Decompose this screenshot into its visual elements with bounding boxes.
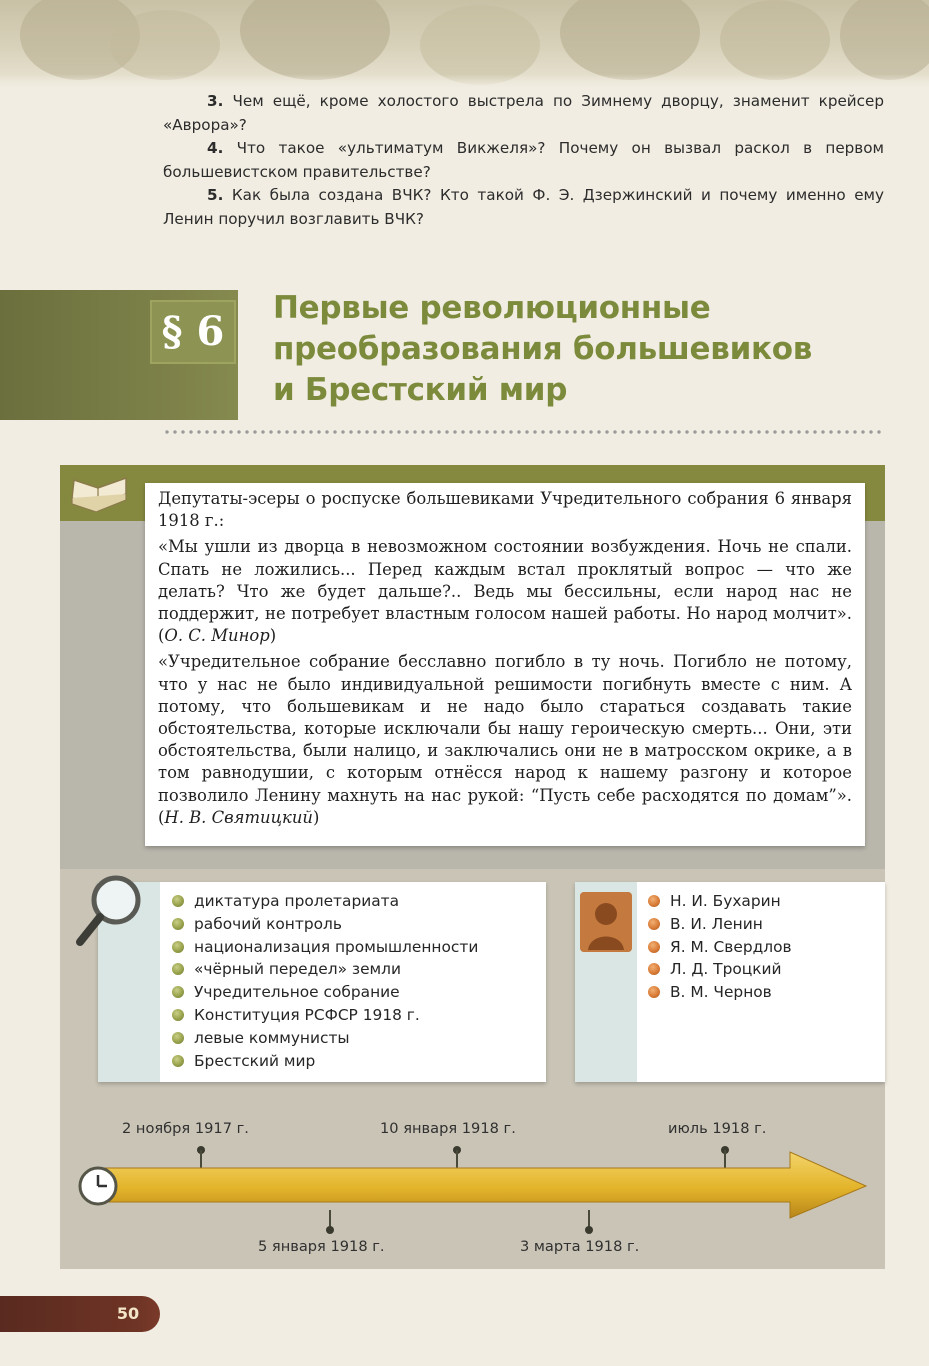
term-item: Брестский мир: [170, 1050, 540, 1073]
term-item: «чёрный передел» земли: [170, 958, 540, 981]
question-5: 5. Как была создана ВЧК? Кто такой Ф. Э. Дзержинский и почему именно ему Ленин поручил возглавить ВЧК?: [163, 186, 884, 228]
term-item: рабочий контроль: [170, 913, 540, 936]
portrait-icon: [580, 892, 632, 952]
bullet-icon: [648, 895, 660, 907]
bullet-icon: [648, 963, 660, 975]
section-number: § 6: [161, 308, 225, 355]
term-item: Конституция РСФСР 1918 г.: [170, 1004, 540, 1027]
question-3: 3. Чем ещё, кроме холостого выстрела по Зимнему дворцу, знаменит крейсер «Аврора»?: [163, 92, 885, 134]
bullet-icon: [648, 941, 660, 953]
bullet-icon: [648, 918, 660, 930]
timeline-label-above: 10 января 1918 г.: [380, 1120, 516, 1137]
timeline-marker: [326, 1226, 334, 1234]
timeline-marker: [585, 1226, 593, 1234]
person-item: Н. И. Бухарин: [646, 890, 876, 913]
term-item: национализация промышленности: [170, 936, 540, 959]
source-text: [158, 488, 852, 829]
bullet-icon: [172, 963, 184, 975]
source-intro: Депутаты-эсеры о роспуске большевиками Учредительного собрания 6 января 1918 г.:: [158, 489, 852, 531]
header-decoration: [0, 0, 929, 88]
timeline-arrow: [70, 1148, 870, 1220]
bullet-icon: [172, 1032, 184, 1044]
timeline-label-below: 3 марта 1918 г.: [520, 1238, 640, 1255]
page-number: 50: [116, 1304, 140, 1323]
magnifier-icon: [72, 868, 154, 950]
persons-list: [646, 890, 876, 1004]
term-item: левые коммунисты: [170, 1027, 540, 1050]
person-item: В. И. Ленин: [646, 913, 876, 936]
book-icon: [66, 468, 132, 516]
person-item: В. М. Чернов: [646, 981, 876, 1004]
term-item: Учредительное собрание: [170, 981, 540, 1004]
review-questions: [163, 90, 884, 231]
bullet-icon: [648, 986, 660, 998]
bullet-icon: [172, 1055, 184, 1067]
bullet-icon: [172, 895, 184, 907]
source-quote-2: «Учредительное собрание бесславно погибло в ту ночь. Погибло не потому, что у нас не было индивидуальной решимости погибнуть вместе с ним. А потому, что большевикам и не надо было стараться создавать такие обстоятельства, которые исключали бы нашу героическую смерть... Они, эти обстоятельства, были налицо, и заключались они не в матросском окрике, а в том равнодушии, с которым отнёсся народ к нашему разгону и которое позволило Ленину махнуть на нас рукой: “Пусть себе расходятся по домам”». (Н. В. Святицкий): [158, 652, 852, 827]
bullet-icon: [172, 986, 184, 998]
person-item: Л. Д. Троцкий: [646, 958, 876, 981]
bullet-icon: [172, 1009, 184, 1021]
timeline-label-above: 2 ноября 1917 г.: [122, 1120, 249, 1137]
timeline-label-above: июль 1918 г.: [668, 1120, 767, 1137]
term-item: диктатура пролетариата: [170, 890, 540, 913]
dotted-divider: [163, 430, 885, 434]
bullet-icon: [172, 918, 184, 930]
key-terms-list: [170, 890, 540, 1072]
section-title: Первые революционные преобразования большевиков и Брестский мир: [273, 290, 813, 408]
bullet-icon: [172, 941, 184, 953]
person-item: Я. М. Свердлов: [646, 936, 876, 959]
timeline-label-below: 5 января 1918 г.: [258, 1238, 385, 1255]
source-quote-1: «Мы ушли из дворца в невозможном состоянии возбуждения. Ночь не спали. Спать не ложились... Перед каждым встал проклятый вопрос — что же делать? Что же будет дальше?.. Ведь мы бессильны, если народ нас не поддержит, не потребует властным голосом нашей работы. Но народ молчит». (О. С. Минор): [158, 537, 852, 646]
clock-icon: [78, 1166, 118, 1206]
question-4: 4. Что такое «ультиматум Викжеля»? Почему он вызвал раскол в первом большевистском правительстве?: [163, 139, 885, 181]
